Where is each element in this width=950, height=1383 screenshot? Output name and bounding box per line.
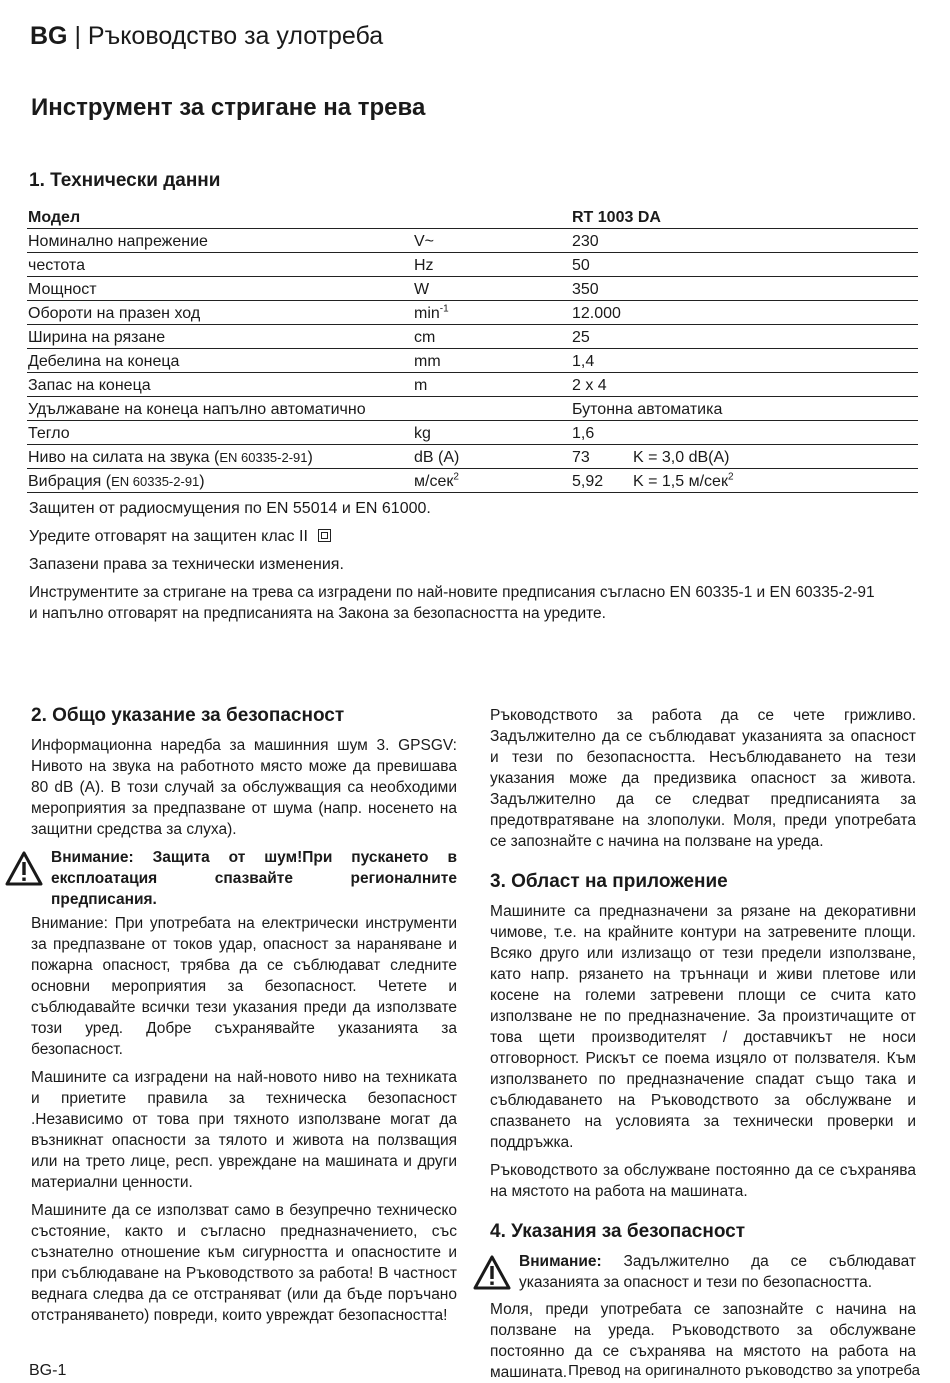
section-2-paragraph: Внимание: При употребата на електрически инструменти за предпазване от токов удар, опасност за нараняване и пожарна опасност, трябва да се съблюдават следните основни мероприятия за безопасност. Четете и съблюдавайте всички тези указания преди да използвате този уред. Добре съхранявайте указанията за безопасност. (31, 915, 457, 1058)
noise-warning (4, 847, 457, 910)
section-2-paragraph: Машините са изградени на най-новото ниво на техниката и приетите правила за техническа безопасност .Независимо от това при тяхното използване могат да възникнат опасности за тялото и живота на ползващия или на трето лице, респ. увреждане на машината и други материални ценности. (31, 1069, 457, 1191)
table-row: Обороти на празен ход $\min^{-1}$ 12.000 (27, 301, 918, 325)
table-row: Удължаване на конеца напълно автоматично Бутонна автоматика (27, 397, 918, 421)
table-row: Вибрация (EN 60335-2-91) м/сек$^2$ 5,92 K = 1,5 м/сек$^2$ (27, 469, 918, 493)
table-row: Номинално напрежение V~ 230 (27, 229, 918, 253)
page-number: BG-1 (29, 1362, 67, 1379)
section-2-paragraph: Информационна наредба за машинния шум 3. GPSGV: Нивото на звука на работното място може да превишава 80 dB (A). В този случай за обслужващия са необходими мероприятия за предпазване от шума (напр. носенето на защитни средства за слуха). (31, 737, 457, 838)
note-protection-class: Уредите отговарят на защитен клас II (29, 528, 331, 546)
table-row: Мощност W 350 (27, 277, 918, 301)
table-row: честота Hz 50 (27, 253, 918, 277)
warning-triangle-icon (472, 1254, 512, 1292)
table-row: Запас на конеца m 2 x 4 (27, 373, 918, 397)
note-compliance-2: и напълно отговарят на предписанията на Закона за безопасността на уредите. (29, 605, 606, 622)
section-3-paragraph: Машините са предназначени за рязане на декоративни чимове, т.е. на крайните контури на затревените площи. Всяко друго или излизащо от тези предели използване, като напр. рязането на тръннаци и живи плетове или косене на големи затревени площи се счита като използване не по предназначение. За произтичащите от това щети производителят / доставчикът не носи отговорност. Рискът се поема изцяло от ползвателя. Към използването по предназначение спадат също така и съблюдаването на Ръководството за обслужване и спазването на условията за технически проверки и поддръжка. (490, 903, 916, 1151)
warning-triangle-icon (4, 850, 44, 888)
manual-paragraph: Ръководството за работа да се чете грижливо. Задължително да се съблюдават указанията за опасност и тези по безопасността. Несъблюдаването на тези указания може да предизвика опасност за живота. Задължително да се следват предписанията за предотвратяване на злополуки. Моля, преди употребата се запознайте с начина на ползване на уреда. (490, 707, 916, 850)
technical-data-table (27, 205, 918, 493)
section-3-heading: 3. Област на приложение (490, 871, 728, 892)
note-compliance-1: Инструментите за стригане на трева са изградени по най-новите предписания съгласно EN 60335-1 и EN 60335-2-91 (29, 584, 875, 601)
section-2-heading: 2. Общо указание за безопасност (31, 705, 345, 726)
right-column (490, 705, 916, 1383)
section-2-paragraph: Машините да се използват само в безупречно техническо състояние, както и съгласно предназначението, със съзнателно отношение към сигурността и опасностите и при съблюдаване на Ръководството за работа! В частност веднага следва да се отстраняват (или да бъде поръчано отстраняването) повреди, които увреждат безопасността! (31, 1202, 457, 1324)
section-3-paragraph: Ръководството за обслужване постоянно да се съхранява на мястото на работа на машината. (490, 1162, 916, 1200)
header-label: Модел (27, 205, 413, 229)
table-row: Тегло kg 1,6 (27, 421, 918, 445)
table-row: Ниво на силата на звука (EN 60335-2-91) dB (A) 73 K = 3,0 dB(A) (27, 445, 918, 469)
safety-warning (472, 1251, 916, 1293)
noise-warning-text: Внимание: Защита от шум!При пускането в експлоатация спазвайте регионалните предписания. (51, 849, 457, 908)
header-separator: | (74, 22, 81, 50)
header-title: Ръководство за улотреба (87, 22, 384, 50)
note-rights: Запазени права за технически изменения. (29, 556, 344, 573)
page-header (30, 22, 383, 51)
table-row: Ширина на рязане cm 25 (27, 325, 918, 349)
left-column (31, 705, 457, 1326)
section-4-paragraph: Моля, преди употребата се запознайте с начина на ползване на уреда. Ръководството за обслужване постоянно да се съхранява на мястото на работа на машината. (490, 1301, 916, 1381)
table-header-row (27, 205, 918, 229)
note-radio: Защитен от радиосмущения по EN 55014 и EN 61000. (29, 500, 431, 517)
table-row: Дебелина на конеца mm 1,4 (27, 349, 918, 373)
header-lang: BG (30, 22, 68, 50)
section-1-heading: 1. Технически данни (29, 170, 221, 191)
footer-note: Превод на оригиналното ръководство за употреба (568, 1362, 920, 1379)
safety-warning-text: Внимание: Задължително да се съблюдават указанията за опасност и тези по безопасността. (519, 1253, 916, 1291)
header-value: RT 1003 DA (571, 205, 918, 229)
section-4-heading: 4. Указания за безопасност (490, 1221, 746, 1242)
document-title: Инструмент за стригане на трева (31, 94, 426, 121)
protection-class-ii-icon (318, 529, 331, 542)
